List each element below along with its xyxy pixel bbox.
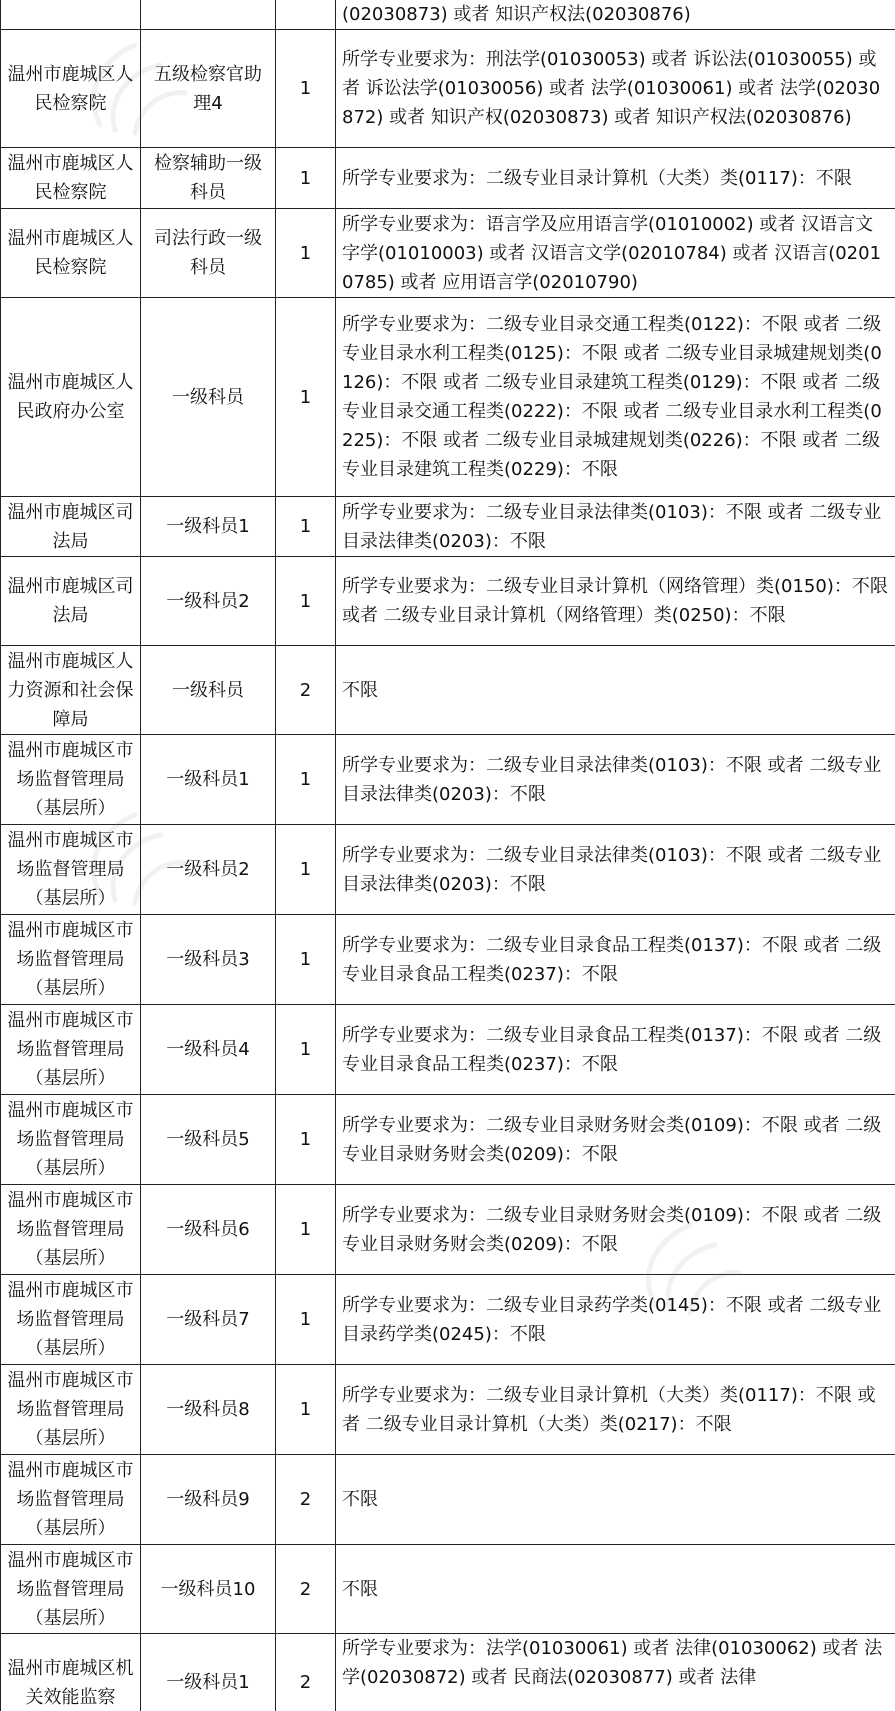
- position-cell: 一级科员5: [141, 1095, 276, 1185]
- table-row: [1, 1185, 895, 1275]
- table-row: [1, 497, 895, 557]
- unit-cell: 温州市鹿城区机关效能监察: [1, 1634, 141, 1711]
- count-cell: 1: [276, 497, 336, 557]
- unit-cell: 温州市鹿城区司法局: [1, 557, 141, 646]
- position-cell: 司法行政一级科员: [141, 209, 276, 298]
- unit-cell: 温州市鹿城区市场监督管理局（基层所）: [1, 1095, 141, 1185]
- requirement-cell: 所学专业要求为：刑法学(01030053) 或者 诉讼法(01030055) 或者 诉讼法学(01030056) 或者 法学(01030061) 或者 法学(02030872) 或者 知识产权(02030873) 或者 知识产权法(02030876): [336, 30, 895, 148]
- table-row: [1, 148, 895, 209]
- position-cell: 一级科员7: [141, 1275, 276, 1365]
- position-cell: 五级检察官助理4: [141, 30, 276, 148]
- table-row: [1, 1365, 895, 1455]
- count-cell: 1: [276, 825, 336, 915]
- unit-cell: 温州市鹿城区市场监督管理局（基层所）: [1, 735, 141, 825]
- table-row: [1, 1005, 895, 1095]
- position-cell: 一级科员1: [141, 735, 276, 825]
- requirement-cell: 所学专业要求为：二级专业目录法律类(0103)：不限 或者 二级专业目录法律类(0203)：不限: [336, 735, 895, 825]
- table-row: [1, 30, 895, 148]
- count-cell: 1: [276, 1275, 336, 1365]
- unit-cell: 温州市鹿城区人民政府办公室: [1, 298, 141, 497]
- unit-cell: 温州市鹿城区人民检察院: [1, 148, 141, 209]
- requirement-cell: 不限: [336, 1545, 895, 1634]
- unit-cell: 温州市鹿城区市场监督管理局（基层所）: [1, 1365, 141, 1455]
- position-cell: 一级科员2: [141, 557, 276, 646]
- requirement-cell: 所学专业要求为：二级专业目录法律类(0103)：不限 或者 二级专业目录法律类(0203)：不限: [336, 825, 895, 915]
- table-row: [1, 1095, 895, 1185]
- table-row: [1, 1455, 895, 1545]
- requirement-cell: 所学专业要求为：二级专业目录交通工程类(0122)：不限 或者 二级专业目录水利工程类(0125)：不限 或者 二级专业目录城建规划类(0126)：不限 或者 二级专业目录建筑工程类(0129)：不限 或者 二级专业目录交通工程类(0222)：不限 或者 二级专业目录水利工程类(0225)：不限 或者 二级专业目录城建规划类(0226)：不限 或者 二级专业目录建筑工程类(0229)：不限: [336, 298, 895, 497]
- unit-cell: 温州市鹿城区市场监督管理局（基层所）: [1, 825, 141, 915]
- requirement-cell: 所学专业要求为：二级专业目录财务财会类(0109)：不限 或者 二级专业目录财务财会类(0209)：不限: [336, 1185, 895, 1275]
- unit-cell: 温州市鹿城区市场监督管理局（基层所）: [1, 1455, 141, 1545]
- count-cell: 1: [276, 1095, 336, 1185]
- table-row: [1, 0, 895, 30]
- unit-cell: [1, 0, 141, 30]
- table-row: [1, 915, 895, 1005]
- requirement-cell: 所学专业要求为：二级专业目录食品工程类(0137)：不限 或者 二级专业目录食品工程类(0237)：不限: [336, 915, 895, 1005]
- position-cell: 一级科员: [141, 298, 276, 497]
- position-cell: 一级科员2: [141, 825, 276, 915]
- count-cell: 1: [276, 209, 336, 298]
- table-row: [1, 1545, 895, 1634]
- count-cell: 1: [276, 298, 336, 497]
- count-cell: 2: [276, 1455, 336, 1545]
- table-row: [1, 646, 895, 735]
- position-cell: 一级科员10: [141, 1545, 276, 1634]
- position-cell: 一级科员8: [141, 1365, 276, 1455]
- count-cell: 2: [276, 1545, 336, 1634]
- requirement-cell: 所学专业要求为：二级专业目录财务财会类(0109)：不限 或者 二级专业目录财务财会类(0209)：不限: [336, 1095, 895, 1185]
- unit-cell: 温州市鹿城区人力资源和社会保障局: [1, 646, 141, 735]
- count-cell: 1: [276, 1365, 336, 1455]
- unit-cell: 温州市鹿城区市场监督管理局（基层所）: [1, 1185, 141, 1275]
- table-row: [1, 1275, 895, 1365]
- table-row: [1, 298, 895, 497]
- unit-cell: 温州市鹿城区人民检察院: [1, 30, 141, 148]
- count-cell: 2: [276, 646, 336, 735]
- unit-cell: 温州市鹿城区司法局: [1, 497, 141, 557]
- count-cell: 1: [276, 148, 336, 209]
- unit-cell: 温州市鹿城区市场监督管理局（基层所）: [1, 915, 141, 1005]
- table-row: [1, 825, 895, 915]
- table-row: [1, 557, 895, 646]
- position-cell: 一级科员3: [141, 915, 276, 1005]
- requirement-cell: (02030873) 或者 知识产权法(02030876): [336, 0, 895, 30]
- unit-cell: 温州市鹿城区人民检察院: [1, 209, 141, 298]
- position-cell: 检察辅助一级科员: [141, 148, 276, 209]
- count-cell: 1: [276, 1185, 336, 1275]
- position-cell: [141, 0, 276, 30]
- position-cell: 一级科员1: [141, 497, 276, 557]
- requirement-cell: 所学专业要求为：二级专业目录法律类(0103)：不限 或者 二级专业目录法律类(0203)：不限: [336, 497, 895, 557]
- position-cell: 一级科员: [141, 646, 276, 735]
- count-cell: 1: [276, 735, 336, 825]
- table-row: [1, 1634, 895, 1711]
- requirement-cell: 所学专业要求为：二级专业目录计算机（网络管理）类(0150)：不限 或者 二级专业目录计算机（网络管理）类(0250)：不限: [336, 557, 895, 646]
- count-cell: 1: [276, 915, 336, 1005]
- requirement-cell: 不限: [336, 646, 895, 735]
- requirement-cell: 所学专业要求为：语言学及应用语言学(01010002) 或者 汉语言文字学(01010003) 或者 汉语言文学(02010784) 或者 汉语言(02010785) 或者 应用语言学(02010790): [336, 209, 895, 298]
- position-cell: 一级科员9: [141, 1455, 276, 1545]
- count-cell: 1: [276, 1005, 336, 1095]
- requirement-cell: 所学专业要求为：二级专业目录药学类(0145)：不限 或者 二级专业目录药学类(0245)：不限: [336, 1275, 895, 1365]
- count-cell: 1: [276, 557, 336, 646]
- unit-cell: 温州市鹿城区市场监督管理局（基层所）: [1, 1005, 141, 1095]
- requirement-cell: 所学专业要求为：二级专业目录食品工程类(0137)：不限 或者 二级专业目录食品工程类(0237)：不限: [336, 1005, 895, 1095]
- requirement-cell: 所学专业要求为：法学(01030061) 或者 法律(01030062) 或者 法学(02030872) 或者 民商法(02030877) 或者 法律: [336, 1634, 895, 1711]
- count-cell: [276, 0, 336, 30]
- unit-cell: 温州市鹿城区市场监督管理局（基层所）: [1, 1545, 141, 1634]
- position-cell: 一级科员6: [141, 1185, 276, 1275]
- table-row: [1, 735, 895, 825]
- count-cell: 2: [276, 1634, 336, 1711]
- requirement-cell: 所学专业要求为：二级专业目录计算机（大类）类(0117)：不限: [336, 148, 895, 209]
- requirement-cell: 所学专业要求为：二级专业目录计算机（大类）类(0117)：不限 或者 二级专业目录计算机（大类）类(0217)：不限: [336, 1365, 895, 1455]
- position-cell: 一级科员1: [141, 1634, 276, 1711]
- requirement-cell: 不限: [336, 1455, 895, 1545]
- count-cell: 1: [276, 30, 336, 148]
- table-body: [1, 0, 895, 1711]
- unit-cell: 温州市鹿城区市场监督管理局（基层所）: [1, 1275, 141, 1365]
- position-cell: 一级科员4: [141, 1005, 276, 1095]
- table-row: [1, 209, 895, 298]
